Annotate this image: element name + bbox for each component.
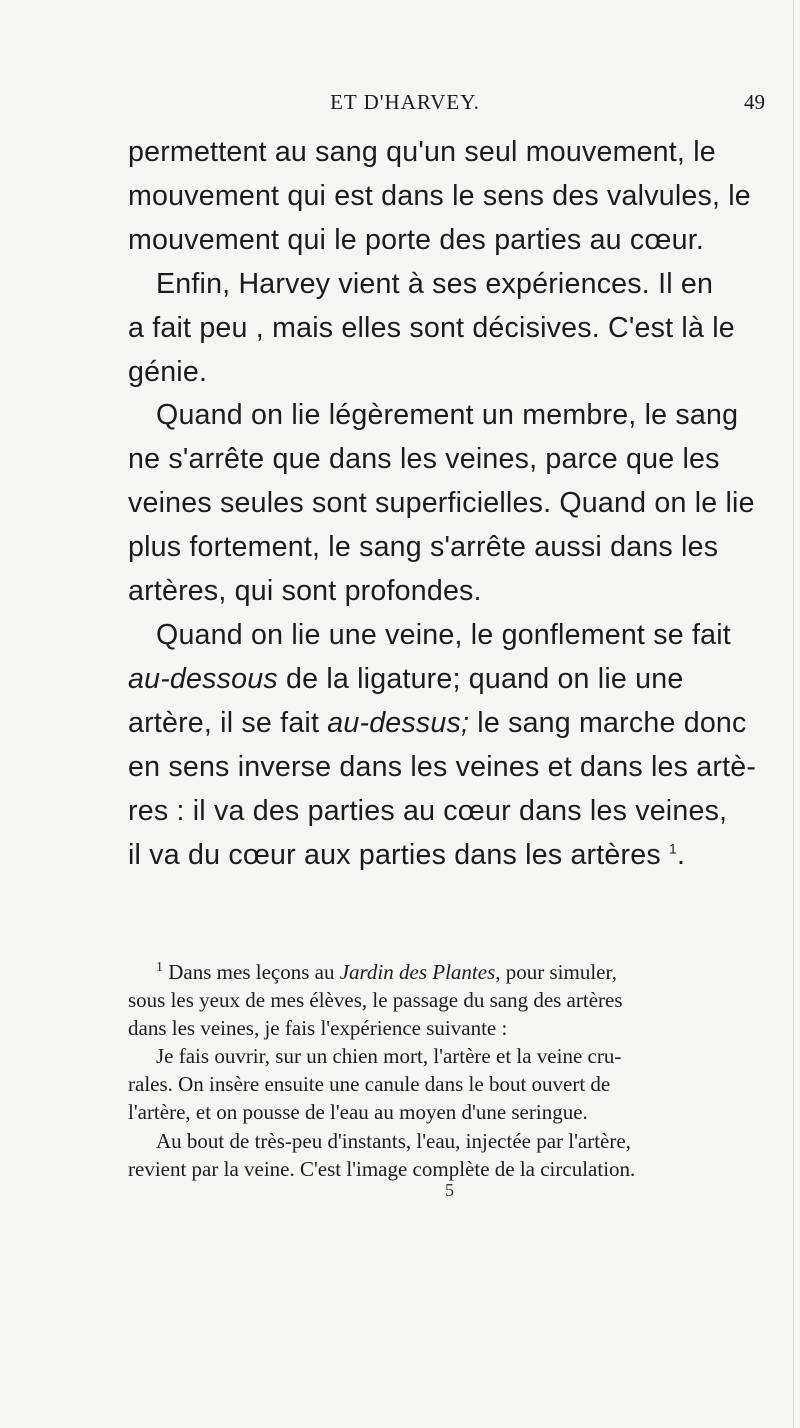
footnote-marker: 1: [156, 960, 163, 975]
footnote-line: Au bout de très-peu d'instants, l'eau, injectée par l'artère,: [156, 1128, 631, 1153]
text-line: Quand on lie une veine, le gonflement se fait: [156, 618, 731, 651]
italic-phrase: Jardin des Plantes: [339, 960, 496, 984]
italic-phrase: au-dessous: [128, 662, 278, 695]
text-span: de la ligature; quand on lie une: [277, 662, 684, 695]
signature-mark: 5: [445, 1180, 454, 1200]
text-line: res : il va des parties au cœur dans les veines,: [128, 794, 728, 827]
text-line: Quand on lie légèrement un membre, le sang: [156, 399, 739, 432]
italic-phrase: au-dessus;: [327, 706, 470, 739]
text-line: plus fortement, le sang s'arrête aussi dans les: [128, 531, 719, 564]
text-span: le sang marche donc: [469, 706, 747, 739]
page-number: 49: [744, 90, 765, 114]
text-line: permettent au sang qu'un seul mouvement, le: [128, 136, 716, 168]
text-line: a fait peu , mais elles sont décisives. C'est là le: [128, 311, 735, 344]
footnote-line: Je fais ouvrir, sur un chien mort, l'artère et la veine cru-: [156, 1044, 622, 1069]
main-text: [128, 131, 776, 877]
text-line: en sens inverse dans les veines et dans les artè-: [128, 750, 757, 783]
footnote-line: dans les veines, je fais l'expérience suivante :: [128, 1016, 508, 1041]
footnote-line: l'artère, et on pousse de l'eau au moyen d'une seringue.: [128, 1100, 588, 1125]
text-span: artère, il se fait: [128, 706, 328, 739]
text-line: veines seules sont superficielles. Quand on le lie: [128, 487, 755, 520]
footnote-line: [128, 958, 776, 986]
text-line: [128, 658, 776, 702]
text-line: génie.: [128, 355, 208, 388]
footnote-reference: 1: [669, 839, 677, 856]
running-head: ET D'HARVEY.: [330, 90, 480, 114]
footnote: [128, 958, 776, 1183]
text-line: [128, 834, 776, 878]
text-span: .: [677, 838, 686, 871]
text-line: mouvement qui est dans le sens des valvules, le: [128, 179, 751, 212]
text-span: , pour simuler,: [495, 960, 617, 984]
page-edge: [793, 0, 794, 1428]
page-header: [125, 88, 765, 122]
text-line: Enfin, Harvey vient à ses expériences. Il en: [156, 267, 714, 300]
footnote-line: revient par la veine. C'est l'image complète de la circulation.: [128, 1156, 636, 1181]
text-line: [128, 702, 776, 746]
text-line: artères, qui sont profondes.: [128, 575, 482, 608]
footnote-line: sous les yeux de mes élèves, le passage du sang des artères: [128, 988, 623, 1013]
text-line: mouvement qui le porte des parties au cœur.: [128, 223, 704, 256]
text-span: Dans mes leçons au: [163, 960, 340, 984]
text-span: il va du cœur aux parties dans les artères: [128, 838, 669, 871]
text-line: ne s'arrête que dans les veines, parce que les: [128, 443, 720, 476]
footnote-line: rales. On insère ensuite une canule dans le bout ouvert de: [128, 1072, 611, 1097]
